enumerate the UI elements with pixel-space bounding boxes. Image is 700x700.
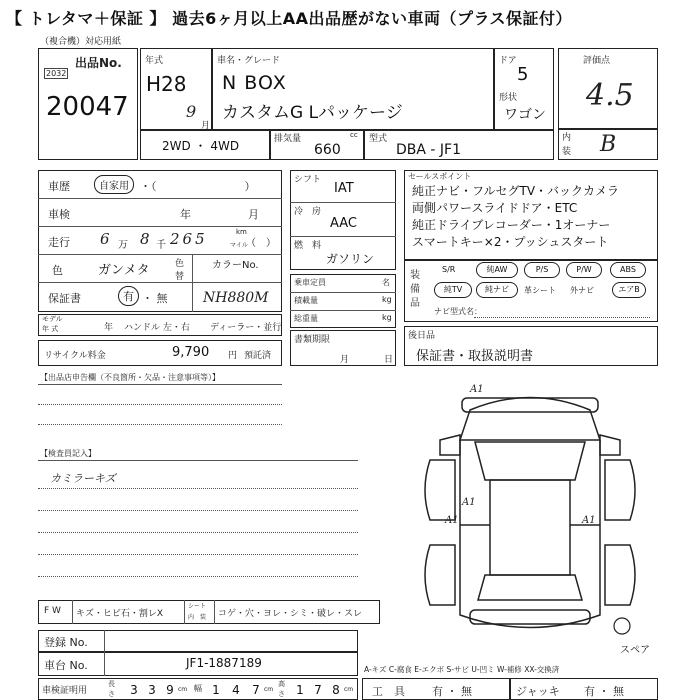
year-era: H28 — [146, 72, 187, 96]
car-left-mirror — [440, 435, 460, 455]
score-label: 評価点 — [583, 56, 611, 66]
cert-2-tag-2: さ — [278, 690, 285, 698]
tools-label: 工 具 — [372, 685, 405, 698]
equipment-label-1: 備 — [410, 284, 420, 295]
document-expiry-month: 月 — [340, 355, 350, 365]
cert-1-tag-1: 幅 — [194, 684, 202, 693]
document-expiry-day: 日 — [384, 355, 394, 365]
capacity-unit-2: kg — [382, 313, 392, 322]
shape-value: ワゴン — [504, 107, 546, 123]
legend-line: A-キズ C-腐食 E-エクボ S-サビ U-凹ミ W-補修 XX-交換済 — [364, 665, 560, 674]
car-damage-diagram — [410, 380, 650, 650]
aircon-value: AAC — [330, 216, 357, 231]
shape-label: 形状 — [499, 93, 518, 103]
chassis-label: 車台 No. — [44, 659, 88, 672]
model-year-label-1: モデル — [42, 315, 63, 323]
equip-row2-1-prefix: 純 — [485, 285, 493, 294]
equip-row1-2: P/S — [524, 262, 560, 278]
cert-1-digit-2: 7 — [252, 683, 260, 697]
registration-rest: ・（ ） — [140, 180, 256, 193]
color-code: NH880M — [203, 290, 269, 306]
inspector-note: カミラーキズ — [50, 472, 116, 485]
recycle-label: リサイクル料金 — [44, 351, 106, 361]
engine-label: 排気量 — [274, 134, 302, 144]
damage-mark-front: A1 — [470, 384, 484, 395]
fuel-value: ガソリン — [326, 252, 375, 266]
spare-label: スペア — [620, 645, 650, 656]
after-items-value: 保証書・取扱説明書 — [416, 349, 534, 364]
capacity-unit-0: 名 — [382, 278, 390, 287]
car-left-rear-wheel — [425, 545, 455, 605]
car-windshield — [475, 442, 585, 480]
cert-2-tag-1: 高 — [278, 680, 285, 688]
year-label: 年式 — [145, 56, 164, 66]
cert-1-digit-1: 4 — [232, 683, 240, 697]
fw-seat-label-1: シート — [188, 603, 207, 610]
equip-row1-1-prefix: 純 — [486, 265, 495, 274]
year-month: 9 — [186, 102, 197, 121]
color-value: ガンメタ — [98, 263, 150, 278]
jack-label: ジャッキ — [516, 685, 560, 698]
mileage-sen-unit: 千 — [156, 240, 166, 251]
equip-row1-4: ABS — [610, 262, 646, 278]
cert-2-digit-2: 8 — [332, 683, 340, 697]
fw-label: F W — [44, 606, 61, 616]
car-left-front-wheel — [425, 460, 455, 520]
model-code-label: 型式 — [369, 134, 388, 144]
fuel-label: 燃 料 — [294, 241, 322, 251]
warranty-rest: ・ 無 — [142, 292, 168, 305]
recycle-value: 9,790 — [172, 345, 210, 360]
equip-row2-4: エアB — [612, 282, 646, 298]
capacity-label-2: 総重量 — [294, 314, 318, 323]
warranty-selected: 有 — [118, 286, 139, 306]
inspection-month: 月 — [248, 208, 259, 221]
year-month-unit: 月 — [201, 121, 211, 131]
engine-value: 660 — [314, 142, 341, 158]
spare-tire-icon — [614, 618, 630, 634]
cert-1-unit: cm — [264, 686, 274, 693]
cert-0-digit-1: 3 — [148, 683, 156, 697]
inspection-label: 車検 — [48, 208, 70, 221]
capacity-label-1: 積載量 — [294, 296, 318, 305]
mileage-unit-mile: マイル — [230, 242, 248, 249]
model-year-unit: 年 — [104, 323, 114, 333]
score-value: 4.5 — [586, 78, 634, 113]
cert-0-tag-1: 長 — [108, 680, 115, 688]
reg-no-label: 登録 No. — [44, 636, 88, 649]
cert-2-digit-0: 1 — [296, 683, 304, 697]
color-repaint-1: 色 — [175, 259, 185, 269]
aircon-label: 冷 房 — [294, 207, 322, 217]
cert-0-digit-0: 3 — [130, 683, 138, 697]
cert-0-digit-2: 9 — [166, 683, 174, 697]
model-grade: カスタムG Lパッケージ — [222, 103, 403, 123]
model-code-value: DBA - JF1 — [396, 142, 462, 158]
equipment-nav-label: ナビ型式名： — [434, 307, 482, 316]
mileage-label: 走行 — [48, 236, 70, 249]
recycle-unit: 円 — [228, 351, 238, 361]
equip-row2-0-text: TV — [451, 285, 463, 294]
equip-row2-3: 外ナビ — [570, 286, 594, 295]
car-roof — [490, 480, 570, 575]
engine-unit: cc — [350, 131, 358, 139]
after-items-label: 後日品 — [408, 331, 436, 341]
sales-point-line-2: 純正ドライブレコーダー・1オーナー — [412, 218, 611, 232]
equip-row1-3: P/W — [566, 262, 602, 278]
banner-text: 【 トレタマ＋保証 】 過去6ヶ月以上AA出品歴がない車両（プラス保証付） — [6, 9, 572, 28]
color-code-label: カラーNo. — [212, 260, 259, 271]
sheet-subtitle: （複合機）対応用紙 — [40, 37, 122, 47]
interior-value: B — [600, 132, 617, 157]
interior-label-2: 装 — [562, 147, 572, 157]
registration-label: 車歴 — [48, 180, 70, 193]
fw-seat-label-2: 内 装 — [188, 614, 207, 621]
mileage-sen: 8 — [140, 230, 150, 248]
recycle-note: 預託済 — [244, 351, 272, 361]
damage-mark-right: A1 — [582, 515, 596, 526]
registration-selected: 自家用 — [94, 175, 134, 194]
equip-row1-1 — [476, 262, 518, 278]
inspection-year: 年 — [180, 208, 191, 221]
lot-label: 出品No. — [75, 56, 122, 70]
fw-scratches: キズ・ヒビ石・割レX — [76, 609, 163, 619]
car-rear-bumper — [470, 610, 590, 624]
car-right-front-wheel — [605, 460, 635, 520]
jack-options: 有 ・ 無 — [584, 685, 624, 698]
fw-seat-items: コゲ・穴・ヨレ・シミ・破レ・スレ — [218, 609, 363, 619]
warranty-label: 保証書 — [48, 292, 81, 305]
model-label: 車名・グレード — [217, 56, 281, 66]
lot-number: 20047 — [46, 92, 129, 122]
doors-label: ドア — [499, 56, 517, 66]
model-year-handle: ハンドル 左・右 — [124, 323, 190, 333]
equip-row2-0-prefix: 純 — [443, 285, 452, 294]
document-expiry-label: 書類期限 — [294, 335, 331, 345]
sales-point-line-3: スマートキー×2・プッシュスタート — [412, 235, 609, 249]
car-front-outline — [460, 398, 600, 441]
equipment-label-0: 装 — [410, 270, 420, 281]
equip-row2-2: 革シート — [524, 286, 556, 295]
model-year-dealer: ディーラー・並行 — [210, 323, 282, 333]
sales-point-line-1: 両側パワースライドドア・ETC — [412, 201, 578, 215]
cert-2-digit-1: 7 — [314, 683, 322, 697]
mileage-unit-km: km — [236, 228, 247, 236]
doors-count: 5 — [517, 64, 529, 85]
header-banner — [0, 0, 700, 32]
cert-2-unit: cm — [344, 686, 354, 693]
equip-row2-1-text: ナビ — [493, 285, 509, 294]
equip-row2-1 — [476, 282, 518, 298]
car-rear-window — [478, 575, 582, 600]
lot-small-no: 2032 — [46, 69, 67, 78]
seller-notes-label: 【出品店申告欄（不良箇所・欠品・注意事項等）】 — [40, 373, 220, 382]
vehicle-cert-label: 車検証明用 — [42, 686, 88, 696]
equip-row2-0 — [434, 282, 472, 298]
sales-point-label: セールスポイント — [408, 172, 472, 181]
drive-text: 2WD ・ 4WD — [162, 139, 240, 153]
model-name: N BOX — [222, 72, 287, 94]
car-right-rear-wheel — [605, 545, 635, 605]
damage-mark-left-2: A1 — [445, 515, 459, 526]
capacity-unit-1: kg — [382, 295, 392, 304]
color-label: 色 — [52, 264, 63, 277]
chassis-value: JF1-1887189 — [186, 656, 262, 670]
interior-label-1: 内 — [562, 133, 572, 143]
model-year-label-2: 年 式 — [42, 325, 59, 333]
cert-0-tag-2: さ — [108, 690, 115, 698]
equipment-label-2: 品 — [410, 298, 420, 309]
capacity-label-0: 乗車定員 — [294, 278, 326, 287]
damage-mark-left-1: A1 — [462, 497, 476, 508]
cert-1-digit-0: 1 — [212, 683, 220, 697]
mileage-paren: （ ） — [246, 238, 276, 249]
cert-0-unit: cm — [178, 686, 188, 693]
car-right-mirror — [600, 435, 620, 455]
sales-point-line-0: 純正ナビ・フルセグTV・バックカメラ — [412, 184, 620, 198]
mileage-man-unit: 万 — [118, 240, 128, 251]
color-repaint-2: 替 — [175, 272, 185, 282]
shift-label: シフト — [294, 175, 322, 185]
inspector-label: 【検査員記入】 — [40, 449, 96, 458]
equip-row1-0: S/R — [442, 265, 456, 274]
shift-value: IAT — [334, 181, 354, 196]
mileage-man: 6 — [100, 230, 110, 248]
equip-row1-1-text: AW — [494, 265, 508, 274]
mileage-rest: 265 — [170, 230, 208, 248]
tools-options: 有 ・ 無 — [432, 685, 472, 698]
